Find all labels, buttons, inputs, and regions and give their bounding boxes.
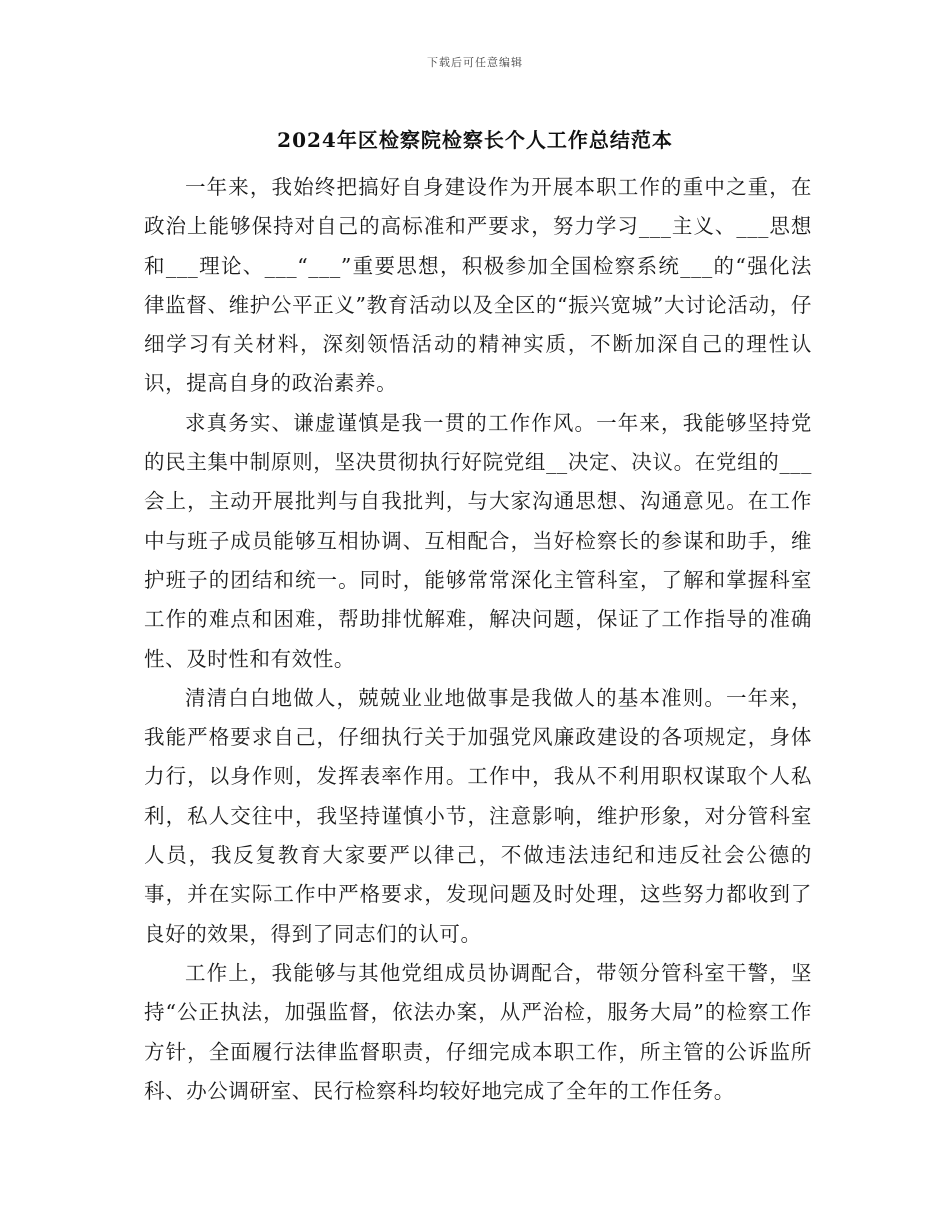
paragraph-3: 清清白白地做人，兢兢业业地做事是我做人的基本准则。一年来，我能严格要求自己，仔细执行关于加强党风廉政建设的各项规定，身体力行，以身作则，发挥表率作用。工作中，我从不利用职权谋取个人私利，私人交往中，我坚持谨慎小节，注意影响，维护形象，对分管科室人员，我反复教育大家要严以律己，不做违法违纪和违反社会公德的事，并在实际工作中严格要求，发现问题及时处理，这些努力都收到了良好的效果，得到了同志们的认可。 [144, 685, 812, 946]
page-header-note: 下载后可任意编辑 [427, 56, 523, 69]
paragraph-2: 求真务实、谦虚谨慎是我一贯的工作作风。一年来，我能够坚持党的民主集中制原则，坚决贯彻执行好院党组__决定、决议。在党组的___会上，主动开展批判与自我批判，与大家沟通思想、沟通意见。在工作中与班子成员能够互相协调、互相配合，当好检察长的参谋和助手，维护班子的团结和统一。同时，能够常常深化主管科室，了解和掌握科室工作的难点和困难，帮助排忧解难，解决问题，保证了工作指导的准确性、及时性和有效性。 [144, 410, 812, 671]
paragraph-1: 一年来，我始终把搞好自身建设作为开展本职工作的重中之重，在政治上能够保持对自己的高标准和严要求，努力学习___主义、___思想和___理论、___“___”重要思想，积极参加全国检察系统___的“强化法律监督、维护公平正义”教育活动以及全区的“振兴宽城”大讨论活动，仔细学习有关材料，深刻领悟活动的精神实质，不断加深自己的理性认识，提高自身的政治素养。 [144, 175, 812, 396]
document-body [144, 168, 812, 1111]
paragraph-4: 工作上，我能够与其他党组成员协调配合，带领分管科室干警，坚持“公正执法，加强监督，依法办案，从严治检，服务大局”的检察工作方针，全面履行法律监督职责，仔细完成本职工作，所主管的公诉监所科、办公调研室、民行检察科均较好地完成了全年的工作任务。 [144, 960, 812, 1103]
document-title: 2024年区检察院检察长个人工作总结范本 [277, 128, 673, 152]
